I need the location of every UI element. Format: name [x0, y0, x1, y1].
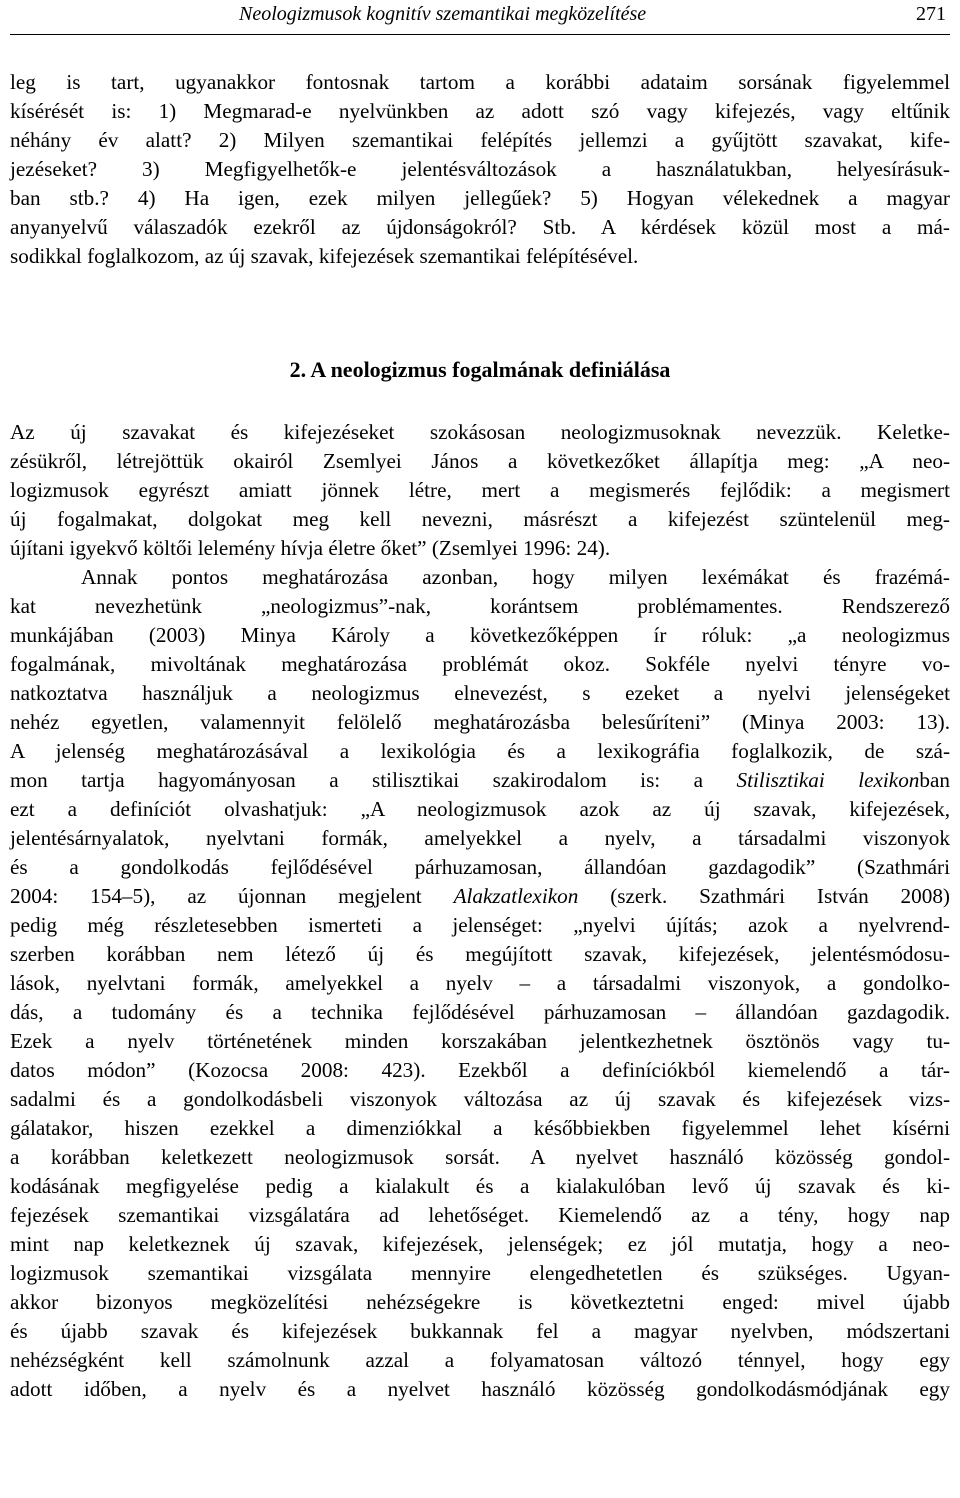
text-line: anyanyelvű válaszadók ezekről az újdonságokról? Stb. A kérdések közül most a má-: [10, 215, 950, 239]
text-line: kat nevezhetünk „neologizmus”-nak, korántsem problémamentes. Rendszerező: [10, 594, 950, 618]
text-line: új fogalmakat, dolgokat meg kell nevezni, másrészt a kifejezést szüntelenül meg-: [10, 507, 950, 531]
text-line: fogalmának, mivoltának meghatározása problémát okoz. Sokféle nyelvi tényre vo-: [10, 652, 950, 676]
text-line: fejezések szemantikai vizsgálatára ad lehetőséget. Kiemelendő az a tény, hogy nap: [10, 1203, 950, 1227]
text-line: lások, nyelvtani formák, amelyekkel a nyelv – a társadalmi viszonyok, a gondolko-: [10, 971, 950, 995]
paragraph-definition-problem: [10, 563, 950, 1404]
text-line: Ezek a nyelv történetének minden korszakában jelentkezhetnek ösztönös vagy tu-: [10, 1029, 950, 1053]
text-line: akkor bizonyos megközelítési nehézségekre is következtetni enged: mivel újabb: [10, 1290, 950, 1314]
running-title: Neologizmusok kognitív szemantikai megközelítése: [239, 3, 647, 25]
text-line: nehézségként kell számolnunk azzal a folyamatosan változó ténnyel, hogy egy: [10, 1348, 950, 1372]
text-line: szerben korábban nem létező új és megújított szavak, kifejezések, jelentésmódosu-: [10, 942, 950, 966]
text-line: ezt a definíciót olvashatjuk: „A neologizmusok azok az új szavak, kifejezések,: [10, 797, 950, 821]
text-line: munkájában (2003) Minya Károly a következőképpen ír róluk: „a neologizmus: [10, 623, 950, 647]
text-line: néhány év alatt? 2) Milyen szemantikai felépítés jellemzi a gyűjtött szavakat, kife-: [10, 128, 950, 152]
text-line: Annak pontos meghatározása azonban, hogy milyen lexémákat és frazémá-: [81, 565, 950, 589]
text-line: A jelenség meghatározásával a lexikológia és a lexikográfia foglalkozik, de szá-: [10, 739, 950, 763]
text-line: mint nap keletkeznek új szavak, kifejezések, jelenségek; ez jól mutatja, hogy a neo-: [10, 1232, 950, 1256]
text-line: logizmusok egyrészt amiatt jönnek létre, mert a megismerés fejlődik: a megismert: [10, 478, 950, 502]
page-body: [10, 68, 950, 1401]
text-line: és újabb szavak és kifejezések bukkannak fel a magyar nyelvben, módszertani: [10, 1319, 950, 1343]
text-line-with-italic: [10, 766, 950, 795]
text-line: Az új szavakat és kifejezéseket szokásosan neologizmusoknak nevezzük. Keletke-: [10, 420, 950, 444]
text-line: ban stb.? 4) Ha igen, ezek milyen jellegűek? 5) Hogyan vélekednek a magyar: [10, 186, 950, 210]
text-segment: ban: [919, 768, 950, 792]
text-line: jezéseket? 3) Megfigyelhetők-e jelentésváltozások a használatukban, helyesírásuk-: [10, 157, 950, 181]
text-line-with-italic: [10, 882, 950, 911]
text-line: adott időben, a nyelv és a nyelvet használó közösség gondolkodásmódjának egy: [10, 1377, 950, 1401]
text-line: a korábban keletkezett neologizmusok sorsát. A nyelvet használó közösség gondol-: [10, 1145, 950, 1169]
section-heading: 2. A neologizmus fogalmának definiálása: [289, 357, 671, 382]
text-segment: 2004: 154–5), az újonnan megjelent: [10, 884, 454, 908]
text-line: dás, a tudomány és a technika fejlődésével párhuzamosan – állandóan gazdagodik.: [10, 1000, 950, 1024]
text-line: jelentésárnyalatok, nyelvtani formák, amelyekkel a nyelv, a társadalmi viszonyok: [10, 826, 950, 850]
text-line: datos módon” (Kozocsa 2008: 423). Ezekből a definíciókból kiemelendő a tár-: [10, 1058, 950, 1082]
italic-title-stilisztikai-lexikon: Stilisztikai lexikon: [736, 768, 920, 792]
text-line: nehéz egyetlen, valamennyit felölelő meghatározásba belesűríteni” (Minya 2003: 13).: [10, 710, 950, 734]
text-line: és a gondolkodás fejlődésével párhuzamosan, állandóan gazdagodik” (Szathmári: [10, 855, 950, 879]
text-line: sadalmi és a gondolkodásbeli viszonyok változása az új szavak és kifejezések vizs-: [10, 1087, 950, 1111]
text-line: újítani igyekvő költői lelemény hívja életre őket” (Zsemlyei 1996: 24).: [10, 536, 611, 560]
text-line: sodikkal foglalkozom, az új szavak, kifejezések szemantikai felépítésével.: [10, 244, 639, 268]
text-line: leg is tart, ugyanakkor fontosnak tartom a korábbi adataim sorsának figyelemmel: [10, 70, 950, 94]
text-segment: mon tartja hagyományosan a stilisztikai szakirodalom is: a: [10, 768, 737, 792]
paragraph-definition-zsemlyei: [10, 418, 950, 563]
text-line: gálatakor, hiszen ezekkel a dimenziókkal a későbbiekben figyelemmel lehet kísérni: [10, 1116, 950, 1140]
paragraph-intro-continuation: [10, 68, 950, 271]
text-line: logizmusok szemantikai vizsgálata mennyire elengedhetetlen és szükséges. Ugyan-: [10, 1261, 950, 1285]
text-line: pedig még részletesebben ismerteti a jelenséget: „nyelvi újítás; azok a nyelvrend-: [10, 913, 950, 937]
text-line: natkoztatva használjuk a neologizmus elnevezést, s ezeket a nyelvi jelenségeket: [10, 681, 950, 705]
header-rule: [10, 34, 950, 35]
text-line: kísérését is: 1) Megmarad-e nyelvünkben az adott szó vagy kifejezés, vagy eltűnik: [10, 99, 950, 123]
text-line: kodásának megfigyelése pedig a kialakult és a kialakulóban levő új szavak és ki-: [10, 1174, 950, 1198]
italic-title-alakzatlexikon: Alakzatlexikon: [453, 884, 579, 908]
page-number: 271: [916, 3, 946, 25]
text-line: zésükről, létrejöttük okairól Zsemlyei János a következőket állapítja meg: „A neo-: [10, 449, 950, 473]
text-segment: (szerk. Szathmári István 2008): [578, 884, 950, 908]
page-header: [10, 0, 950, 34]
